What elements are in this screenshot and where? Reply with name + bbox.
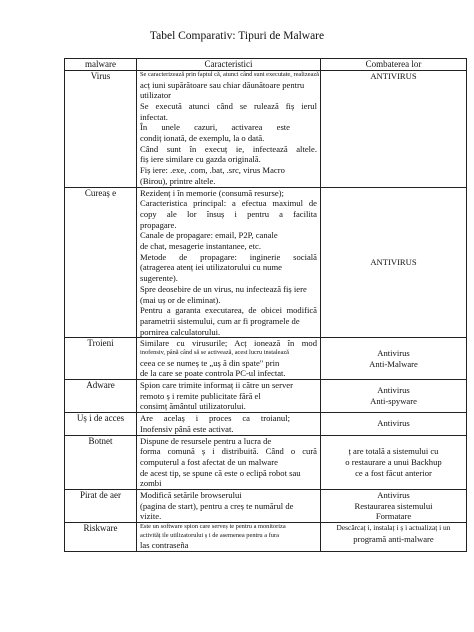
countermeasure-line: Antivirus bbox=[377, 385, 410, 396]
table-row bbox=[65, 413, 467, 435]
description-line: Se execută atunci când se rulează fiș ierul bbox=[140, 100, 317, 111]
countermeasure-line: Anti-spyware bbox=[370, 396, 417, 407]
description-line: activităț ile utilizatorului ș i de asemenea pentru a fura bbox=[140, 531, 279, 539]
description-line: Metode de propagare: inginerie socială bbox=[140, 251, 317, 262]
description-line: forma comună ș i distribuită. Când o cură bbox=[140, 446, 317, 457]
description-line: Rezidenț i în memorie (consumă resurse); bbox=[140, 187, 284, 198]
table-row bbox=[65, 187, 467, 338]
malware-name: Pirat de aer bbox=[65, 490, 137, 523]
description-line: inofensiv, până când să se activează, acest lucru instalează bbox=[140, 349, 289, 357]
description-line: acț iuni supărătoare sau chiar dăunătoare pentru bbox=[140, 79, 305, 90]
countermeasure-line: ANTIVIRUS bbox=[370, 257, 417, 268]
description-line: Canale de propagare: email, P2P, canale bbox=[140, 230, 278, 241]
description-line: las contraseña bbox=[140, 540, 189, 551]
description-line: de acest tip, se spune că este o eclipă robot sau bbox=[140, 467, 301, 478]
table-row bbox=[65, 490, 467, 523]
table-header-row bbox=[65, 59, 467, 71]
description-line: În unele cazuri, activarea este bbox=[140, 122, 290, 133]
description-line: utilizator bbox=[140, 90, 172, 101]
malware-name: Troieni bbox=[65, 338, 137, 380]
description-line: de chat, mesagerie instantanee, etc. bbox=[140, 241, 261, 252]
description-line: remoto ș i remite publicitate fără el bbox=[140, 390, 261, 401]
malware-countermeasure bbox=[321, 379, 467, 412]
malware-name: Botnet bbox=[65, 435, 137, 490]
description-line: Se caracterizează prin faptul că, atunci când sunt executate, realizează bbox=[140, 71, 320, 78]
table-row bbox=[65, 435, 467, 490]
malware-name: Cureaș e bbox=[65, 187, 137, 338]
countermeasure-line: Descărcaț i, instalaț i ș i actualizaț i un bbox=[336, 523, 451, 533]
countermeasure-line: Formatare bbox=[375, 511, 412, 522]
description-line: zombi bbox=[140, 478, 162, 489]
description-line: de la care se poate controla PC-ul infectat. bbox=[140, 368, 286, 379]
description-line: Are acelaș i proces ca troianul; bbox=[140, 413, 290, 424]
description-line: (Birou), printre altele. bbox=[140, 175, 216, 186]
description-line: parametrii sistemului, cum ar fi programele de bbox=[140, 315, 300, 326]
comparison-table bbox=[64, 58, 467, 552]
malware-description bbox=[137, 338, 321, 380]
header-malware: malware bbox=[65, 59, 137, 71]
description-line: Dispune de resursele pentru a lucra de bbox=[140, 435, 272, 446]
malware-countermeasure bbox=[321, 187, 467, 338]
description-line: propagare. bbox=[140, 219, 177, 230]
description-line: condiț ionată, de exemplu, la o dată. bbox=[140, 133, 265, 144]
malware-description bbox=[137, 413, 321, 435]
description-line: copy ale lor însuș i pentru a facilita bbox=[140, 208, 317, 219]
table-row bbox=[65, 379, 467, 412]
description-line: Fiș iere: .exe, .com, .bat, .src, virus Macro bbox=[140, 165, 285, 176]
countermeasure-line: Anti-Malware bbox=[369, 358, 418, 369]
countermeasure-line: ANTIVIRUS bbox=[370, 71, 417, 81]
description-line: fiș iere similare cu gazda originală. bbox=[140, 154, 261, 165]
countermeasure-line: ce a fost făcut anterior bbox=[355, 467, 432, 478]
malware-description bbox=[137, 379, 321, 412]
malware-description bbox=[137, 187, 321, 338]
malware-description bbox=[137, 71, 321, 188]
countermeasure-line: Restaurarea sistemului bbox=[354, 500, 433, 511]
malware-description bbox=[137, 435, 321, 490]
malware-name: Adware bbox=[65, 379, 137, 412]
page-title: Tabel Comparativ: Tipuri de Malware bbox=[149, 30, 325, 42]
countermeasure-line: Antivirus bbox=[377, 418, 410, 429]
description-line: vizite. bbox=[140, 511, 162, 522]
description-line: Spion care trimite informaț ii către un server bbox=[140, 379, 293, 390]
description-line: infectat. bbox=[140, 111, 168, 122]
description-line: (pagina de start), pentru a creș te numărul de bbox=[140, 500, 294, 511]
description-line: (atragerea atenț iei utilizatorului cu nume bbox=[140, 262, 282, 273]
malware-countermeasure bbox=[321, 523, 467, 552]
description-line: computerul a fost afectat de un malware bbox=[140, 456, 278, 467]
description-line: (mai uș or de eliminat). bbox=[140, 294, 221, 305]
description-line: pornirea calculatorului. bbox=[140, 326, 221, 337]
malware-countermeasure bbox=[321, 490, 467, 523]
countermeasure-line: Antivirus bbox=[377, 490, 410, 501]
header-caracteristici: Caracteristici bbox=[137, 59, 321, 71]
table-row bbox=[65, 523, 467, 552]
malware-countermeasure bbox=[321, 435, 467, 490]
description-line: consimț ământul utilizatorului. bbox=[140, 401, 246, 412]
malware-countermeasure bbox=[321, 338, 467, 380]
description-line: ceea ce se numeș te „uș ă din spate" prin bbox=[140, 357, 280, 368]
table-row bbox=[65, 71, 467, 188]
malware-description bbox=[137, 523, 321, 552]
countermeasure-line: ț are totală a sistemului cu bbox=[348, 446, 439, 457]
description-line: Caracteristica principal: a efectua maximul de bbox=[140, 198, 317, 209]
malware-name: Uș i de acces bbox=[65, 413, 137, 435]
description-line: Când sunt în execuț ie, infectează altele. bbox=[140, 143, 317, 154]
countermeasure-line: Antivirus bbox=[377, 347, 410, 358]
malware-countermeasure bbox=[321, 413, 467, 435]
malware-countermeasure bbox=[321, 71, 467, 188]
description-line: sugerente). bbox=[140, 273, 178, 284]
malware-name: Riskware bbox=[65, 523, 137, 552]
countermeasure-line: o restaurare a unui Backhup bbox=[345, 456, 442, 467]
description-line: Este un software spion care serveș te pentru a monitoriza bbox=[140, 523, 286, 531]
header-combatere: Combaterea lor bbox=[321, 59, 467, 71]
description-line: Pentru a garanta executarea, de obicei modifică bbox=[140, 305, 317, 316]
malware-description bbox=[137, 490, 321, 523]
malware-name: Virus bbox=[65, 71, 137, 188]
countermeasure-line: programă anti-malware bbox=[353, 533, 434, 544]
description-line: Modifică setările browserului bbox=[140, 490, 242, 501]
description-line: Inofensiv până este activat. bbox=[140, 423, 234, 434]
description-line: Spre deosebire de un virus, nu infectează fiș iere bbox=[140, 283, 307, 294]
table-row bbox=[65, 338, 467, 380]
description-line: Similare cu virusurile; Acț ionează în mod bbox=[140, 338, 317, 349]
